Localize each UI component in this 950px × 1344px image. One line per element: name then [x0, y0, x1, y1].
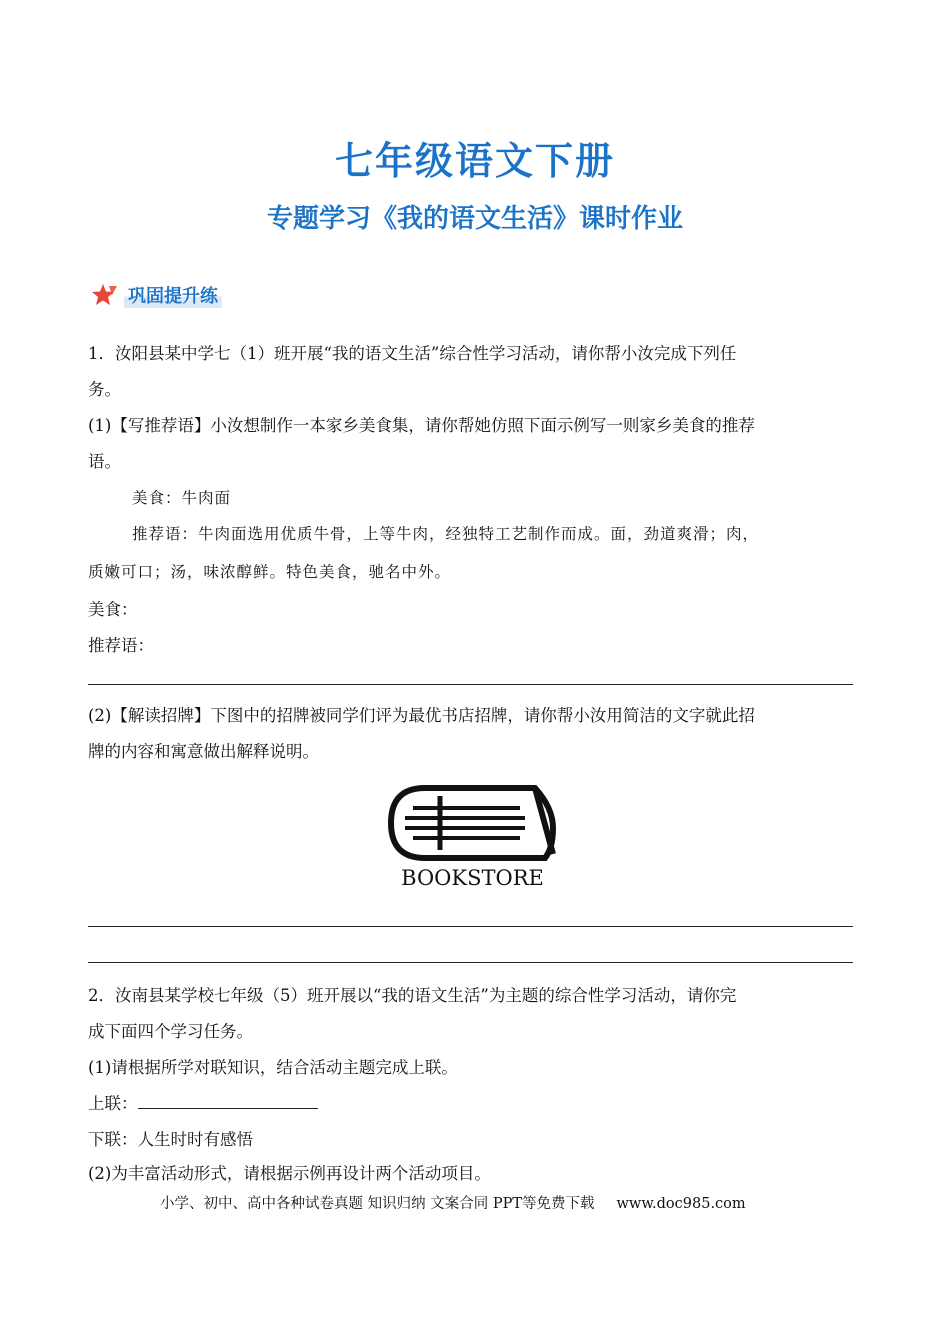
couplet-upper [88, 1090, 318, 1114]
couplet-lower: 下联：人生时时有感悟 [88, 1130, 253, 1149]
section-label: 巩固提升练 [124, 282, 222, 308]
answer-recommendation-label: 推荐语： [88, 636, 154, 655]
q1-part2-line1: (2)【解读招牌】下图中的招牌被同学们评为最优书店招牌，请你帮小汝用简洁的文字就此招 [88, 706, 755, 725]
star-icon [92, 283, 118, 307]
q2-stem-line2: 成下面四个学习任务。 [88, 1022, 253, 1041]
section-heading [92, 280, 222, 310]
page-title: 七年级语文下册 [334, 139, 615, 183]
q1-part1-line2: 语。 [88, 452, 121, 471]
answer-line [88, 926, 853, 927]
q1-part2-line2: 牌的内容和寓意做出解释说明。 [88, 742, 319, 761]
q2-part2: (2)为丰富活动形式，请根据示例再设计两个活动项目。 [88, 1164, 491, 1183]
example-recommendation-line1: 推荐语：牛肉面选用优质牛骨，上等牛肉，经独特工艺制作而成。面，劲道爽滑；肉， [132, 525, 760, 543]
answer-line [88, 962, 853, 963]
answer-food-label: 美食： [88, 600, 138, 619]
q1-stem-line2: 务。 [88, 380, 121, 399]
q2-stem-line1: 2．汝南县某学校七年级（5）班开展以“我的语文生活”为主题的综合性学习活动，请你完 [88, 986, 737, 1005]
example-food: 美食：牛肉面 [132, 489, 232, 507]
couplet-upper-label: 上联： [88, 1094, 138, 1113]
couplet-upper-blank [138, 1094, 318, 1109]
footer-url: www.doc985.com [616, 1196, 746, 1212]
logo-text: BOOKSTORE [401, 866, 544, 890]
footer-text: 小学、初中、高中各种试卷真题 知识归纳 文案合同 PPT等免费下载 [160, 1196, 595, 1212]
q1-part1-line1: (1)【写推荐语】小汝想制作一本家乡美食集，请你帮她仿照下面示例写一则家乡美食的推荐 [88, 416, 755, 435]
example-recommendation-line2: 质嫩可口；汤，味浓醇鲜。特色美食，驰名中外。 [88, 563, 452, 581]
page-subtitle: 专题学习《我的语文生活》课时作业 [266, 204, 683, 234]
page-footer [160, 1192, 746, 1213]
q1-stem-line1: 1．汝阳县某中学七（1）班开展“我的语文生活”综合性学习活动，请你帮小汝完成下列任 [88, 344, 737, 363]
answer-line [88, 684, 853, 685]
q2-part1: (1)请根据所学对联知识，结合活动主题完成上联。 [88, 1058, 458, 1077]
